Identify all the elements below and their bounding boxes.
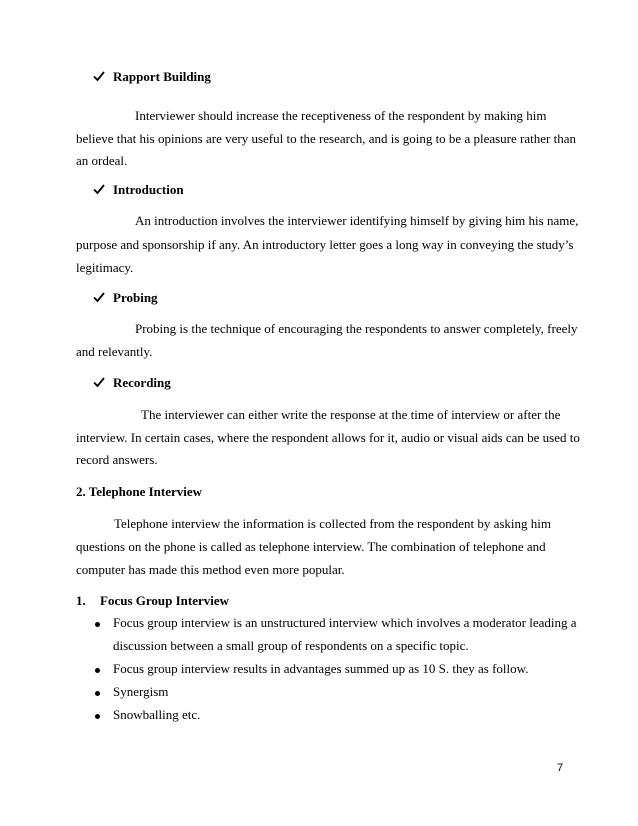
paragraph-line: questions on the phone is called as telephone interview. The combination of telephone and — [76, 539, 546, 554]
bullet-icon — [95, 714, 100, 719]
list-item-line: Focus group interview results in advantages summed up as 10 S. they as follow. — [113, 661, 529, 676]
section-heading-probing: Probing — [113, 290, 158, 305]
paragraph-line: record answers. — [76, 452, 158, 467]
bullet-icon — [95, 691, 100, 696]
paragraph-line: The interviewer can either write the response at the time of interview or after the — [141, 407, 561, 422]
paragraph-line: Interviewer should increase the receptiveness of the respondent by making him — [135, 108, 547, 123]
list-number: 1. — [76, 593, 86, 608]
list-item-line: Snowballing etc. — [113, 707, 201, 722]
paragraph-line: interview. In certain cases, where the respondent allows for it, audio or visual aids can be used to — [76, 430, 580, 445]
checkmark-icon — [93, 70, 105, 82]
section-heading-telephone: 2. Telephone Interview — [76, 484, 203, 499]
section-heading-recording: Recording — [113, 375, 171, 390]
list-item-line: Synergism — [113, 684, 169, 699]
page-number: 7 — [557, 762, 564, 774]
paragraph-line: an ordeal. — [76, 153, 128, 168]
paragraph-line: legitimacy. — [76, 260, 134, 275]
paragraph-line: Probing is the technique of encouraging the respondents to answer completely, freely — [135, 321, 578, 336]
bullet-icon — [95, 668, 100, 673]
paragraph-line: Telephone interview the information is collected from the respondent by asking him — [114, 516, 551, 531]
list-item-line: discussion between a small group of respondents on a specific topic. — [113, 638, 469, 653]
paragraph-line: An introduction involves the interviewer identifying himself by giving him his name, — [135, 213, 579, 228]
section-heading-focus-group: Focus Group Interview — [100, 593, 230, 608]
checkmark-icon — [93, 291, 105, 303]
bullet-icon — [95, 622, 100, 627]
paragraph-line: believe that his opinions are very useful to the research, and is going to be a pleasure rather than — [76, 131, 576, 146]
paragraph-line: purpose and sponsorship if any. An introductory letter goes a long way in conveying the study’s — [76, 237, 574, 252]
checkmark-icon — [93, 183, 105, 195]
list-item-line: Focus group interview is an unstructured interview which involves a moderator leading a — [113, 615, 577, 630]
paragraph-line: and relevantly. — [76, 344, 153, 359]
section-heading-introduction: Introduction — [113, 182, 184, 197]
section-heading-rapport: Rapport Building — [113, 69, 211, 84]
paragraph-line: computer has made this method even more popular. — [76, 562, 345, 577]
checkmark-icon — [93, 376, 105, 388]
